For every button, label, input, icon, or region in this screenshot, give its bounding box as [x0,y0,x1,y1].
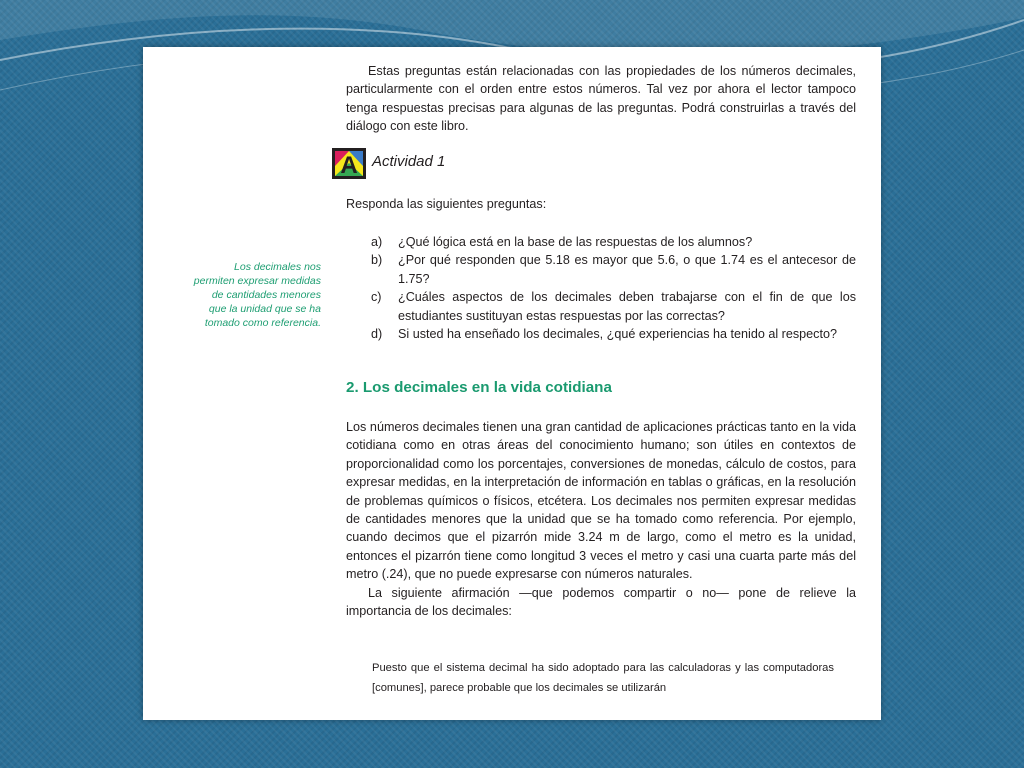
list-item [346,325,856,343]
list-item-text: Si usted ha enseñado los decimales, ¿qué experiencias ha tenido al respecto? [398,327,837,342]
intro-paragraph: Estas preguntas están relacionadas con las propiedades de los números decimales, particularmente con el orden entre estos números. Tal vez por ahora el lector tampoco tenga respuestas precisas para algunas de las preguntas. Podrá construirlas a través del diálogo con este libro. [346,64,856,134]
list-item-label: c) [371,290,382,305]
section-heading: 2. Los decimales en la vida cotidiana [346,379,612,396]
body-text [346,418,856,620]
list-item-text: ¿Qué lógica está en la base de las respuestas de los alumnos? [398,235,753,249]
list-item-text: ¿Por qué responden que 5.18 es mayor que 5.6, o que 1.74 es el antecesor de 1.75? [398,253,856,286]
activity-prompt: Responda las siguientes preguntas: [346,197,547,211]
list-item [346,288,856,325]
body-paragraph-1: Los números decimales tienen una gran cantidad de aplicaciones prácticas tanto en la vida cotidiana como en otras áreas del conocimiento humano; son útiles en contextos de proporcionalidad como los porcentajes, conversiones de monedas, cálculo de costos, para expresar medidas, en la interpretación de información en tablas o gráficas, en la resolución de problemas químicos o físicos, etcétera. Los decimales nos permiten expresar medidas de cantidades menores que la unidad que se ha tomado como referencia. Por ejemplo, cuando decimos que el pizarrón mide 3.24 m de largo, como el metro es la unidad, entonces el pizarrón tiene como longitud 3 veces el metro y casi una cuarta parte más del metro (.24), que no puede expresarse con números naturales. [346,420,856,582]
quote-block: Puesto que el sistema decimal ha sido adoptado para las calculadoras y las computadoras [comunes], parece probable que los decimales se utilizarán [372,662,834,694]
svg-text:A: A [340,152,358,179]
list-item [346,251,856,288]
side-note: Los decimales nos permiten expresar medidas de cantidades menores que la unidad que se ha tomado como referencia. [193,261,321,329]
list-item-label: d) [371,327,383,342]
list-item-label: b) [371,253,383,268]
list-item-label: a) [371,235,383,249]
activity-a-icon [332,146,366,181]
document-page [143,47,881,720]
list-item [346,233,856,251]
question-list [346,233,856,343]
body-paragraph-2: La siguiente afirmación —que podemos compartir o no— pone de relieve la importancia de los decimales: [346,585,856,619]
activity-title: Actividad 1 [372,153,446,170]
list-item-text: ¿Cuáles aspectos de los decimales deben trabajarse con el fin de que los estudiantes sustituyan estas respuestas por las correctas? [398,290,856,323]
